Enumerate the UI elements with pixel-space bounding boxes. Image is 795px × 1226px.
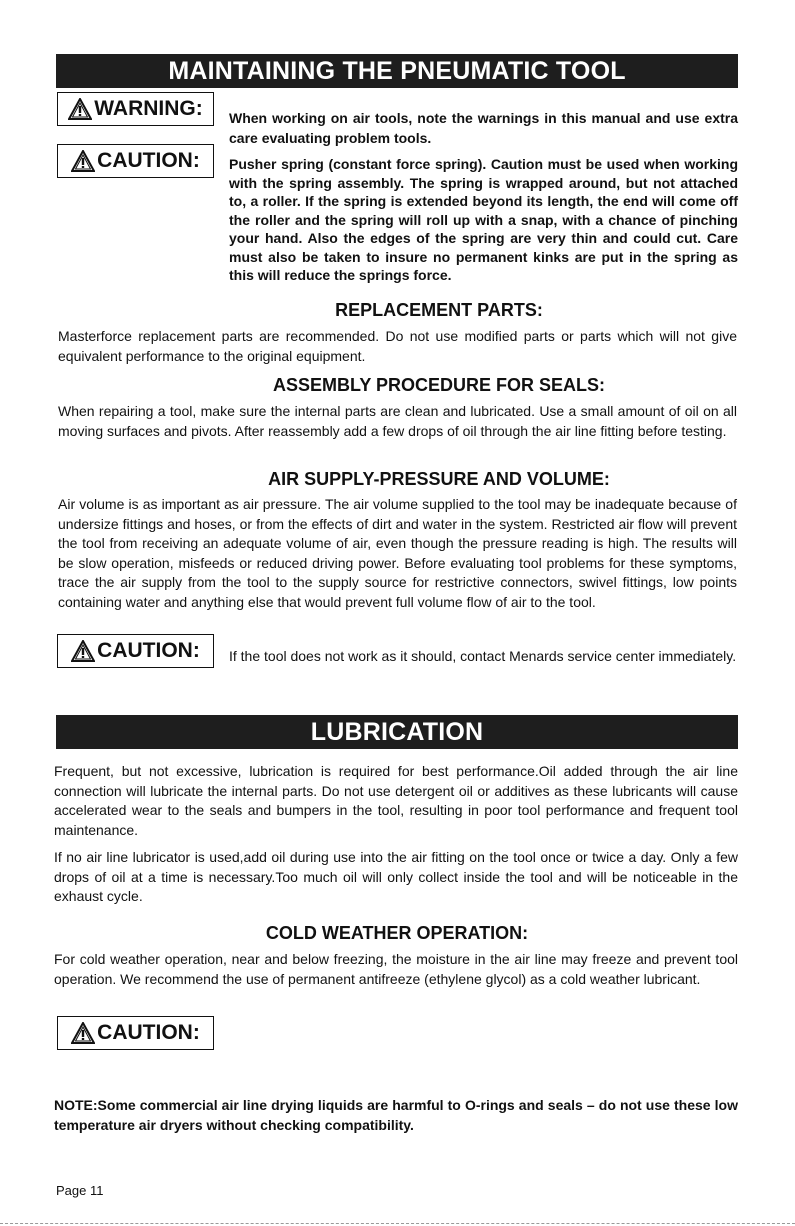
caution-service-text: If the tool does not work as it should, contact Menards service center immediately. <box>229 648 737 664</box>
assembly-procedure-heading: ASSEMBLY PROCEDURE FOR SEALS: <box>272 375 606 395</box>
warning-text: When working on air tools, note the warnings in this manual and use extra care evaluating problem tools. <box>229 110 738 146</box>
replacement-parts-heading: REPLACEMENT PARTS: <box>335 300 543 320</box>
lubrication-text-2: If no air line lubricator is used,add oil during use into the air fitting on the tool once or twice a day. Only a few drops of oil at a time is necessary.Too much oil will only collect inside the tool and will be noticeable in the exhaust cycle. <box>54 849 738 905</box>
badge-label: CAUTION: <box>97 639 200 662</box>
caution-badge <box>57 634 214 668</box>
section-title: MAINTAINING THE PNEUMATIC TOOL <box>168 57 626 85</box>
caution-pusher-spring-text: Pusher spring (constant force spring). Caution must be used when working with the spring assembly. The spring is wrapped around, but not attached to, a roller. If the spring is extended beyond its length, the end will come off the roller and the spring will roll up with a snap, with a chance of pinching your hand. Also the edges of the spring are very thin and could cut. Care must also be taken to insure no permanent kinks are put in the spring as this will reduce the springs force. <box>229 156 738 283</box>
lubrication-text-1: Frequent, but not excessive, lubrication is required for best performance.Oil added through the air line connection will lubricate the internal parts. Do not use detergent oil or additives as these lubricants will cause accelerated wear to the seals and bumpers in the tool, resulting in poor tool performance and frequent tool maintenance. <box>54 763 738 838</box>
warning-triangle-icon <box>71 1022 95 1044</box>
cold-weather-heading: COLD WEATHER OPERATION: <box>265 923 529 943</box>
page-number: Page 11 <box>56 1183 104 1198</box>
cold-weather-text: For cold weather operation, near and below freezing, the moisture in the air line may freeze and prevent tool operation. We recommend the use of permanent antifreeze (ethylene glycol) as a cold weather lubricant. <box>54 951 738 987</box>
section-banner-maintaining <box>56 54 738 88</box>
badge-label: CAUTION: <box>97 149 200 172</box>
warning-triangle-icon <box>68 98 92 120</box>
section-banner-lubrication <box>56 715 738 749</box>
section-title: LUBRICATION <box>310 718 484 746</box>
replacement-parts-text: Masterforce replacement parts are recommended. Do not use modified parts or parts which will not give equivalent performance to the original equipment. <box>58 328 737 364</box>
warning-triangle-icon <box>71 640 95 662</box>
bottom-divider <box>0 1223 795 1224</box>
air-supply-text: Air volume is as important as air pressure. The air volume supplied to the tool may be inadequate because of undersize fittings and hoses, or from the effects of dirt and water in the system. Restricted air flow will prevent the tool from receiving an adequate volume of air, even though the pressure reading is high. The results will be slow operation, misfeeds or reduced driving power. Before evaluating tool problems for these symptoms, trace the air supply from the tool to the supply source for restrictive connectors, swivel fittings, low points containing water and anything else that would prevent full volume flow of air to the tool. <box>58 496 737 610</box>
cold-weather-note: NOTE:Some commercial air line drying liquids are harmful to O-rings and seals – do not use these low temperature air dryers without checking compatibility. <box>54 1097 738 1133</box>
caution-badge <box>57 144 214 178</box>
warning-badge <box>57 92 214 126</box>
assembly-procedure-text: When repairing a tool, make sure the internal parts are clean and lubricated. Use a small amount of oil on all moving surfaces and pivots. After reassembly add a few drops of oil through the air line fitting before testing. <box>58 403 737 439</box>
caution-badge <box>57 1016 214 1050</box>
air-supply-heading: AIR SUPPLY-PRESSURE AND VOLUME: <box>268 469 610 489</box>
badge-label: CAUTION: <box>97 1021 200 1044</box>
badge-label: WARNING: <box>94 97 203 120</box>
warning-triangle-icon <box>71 150 95 172</box>
